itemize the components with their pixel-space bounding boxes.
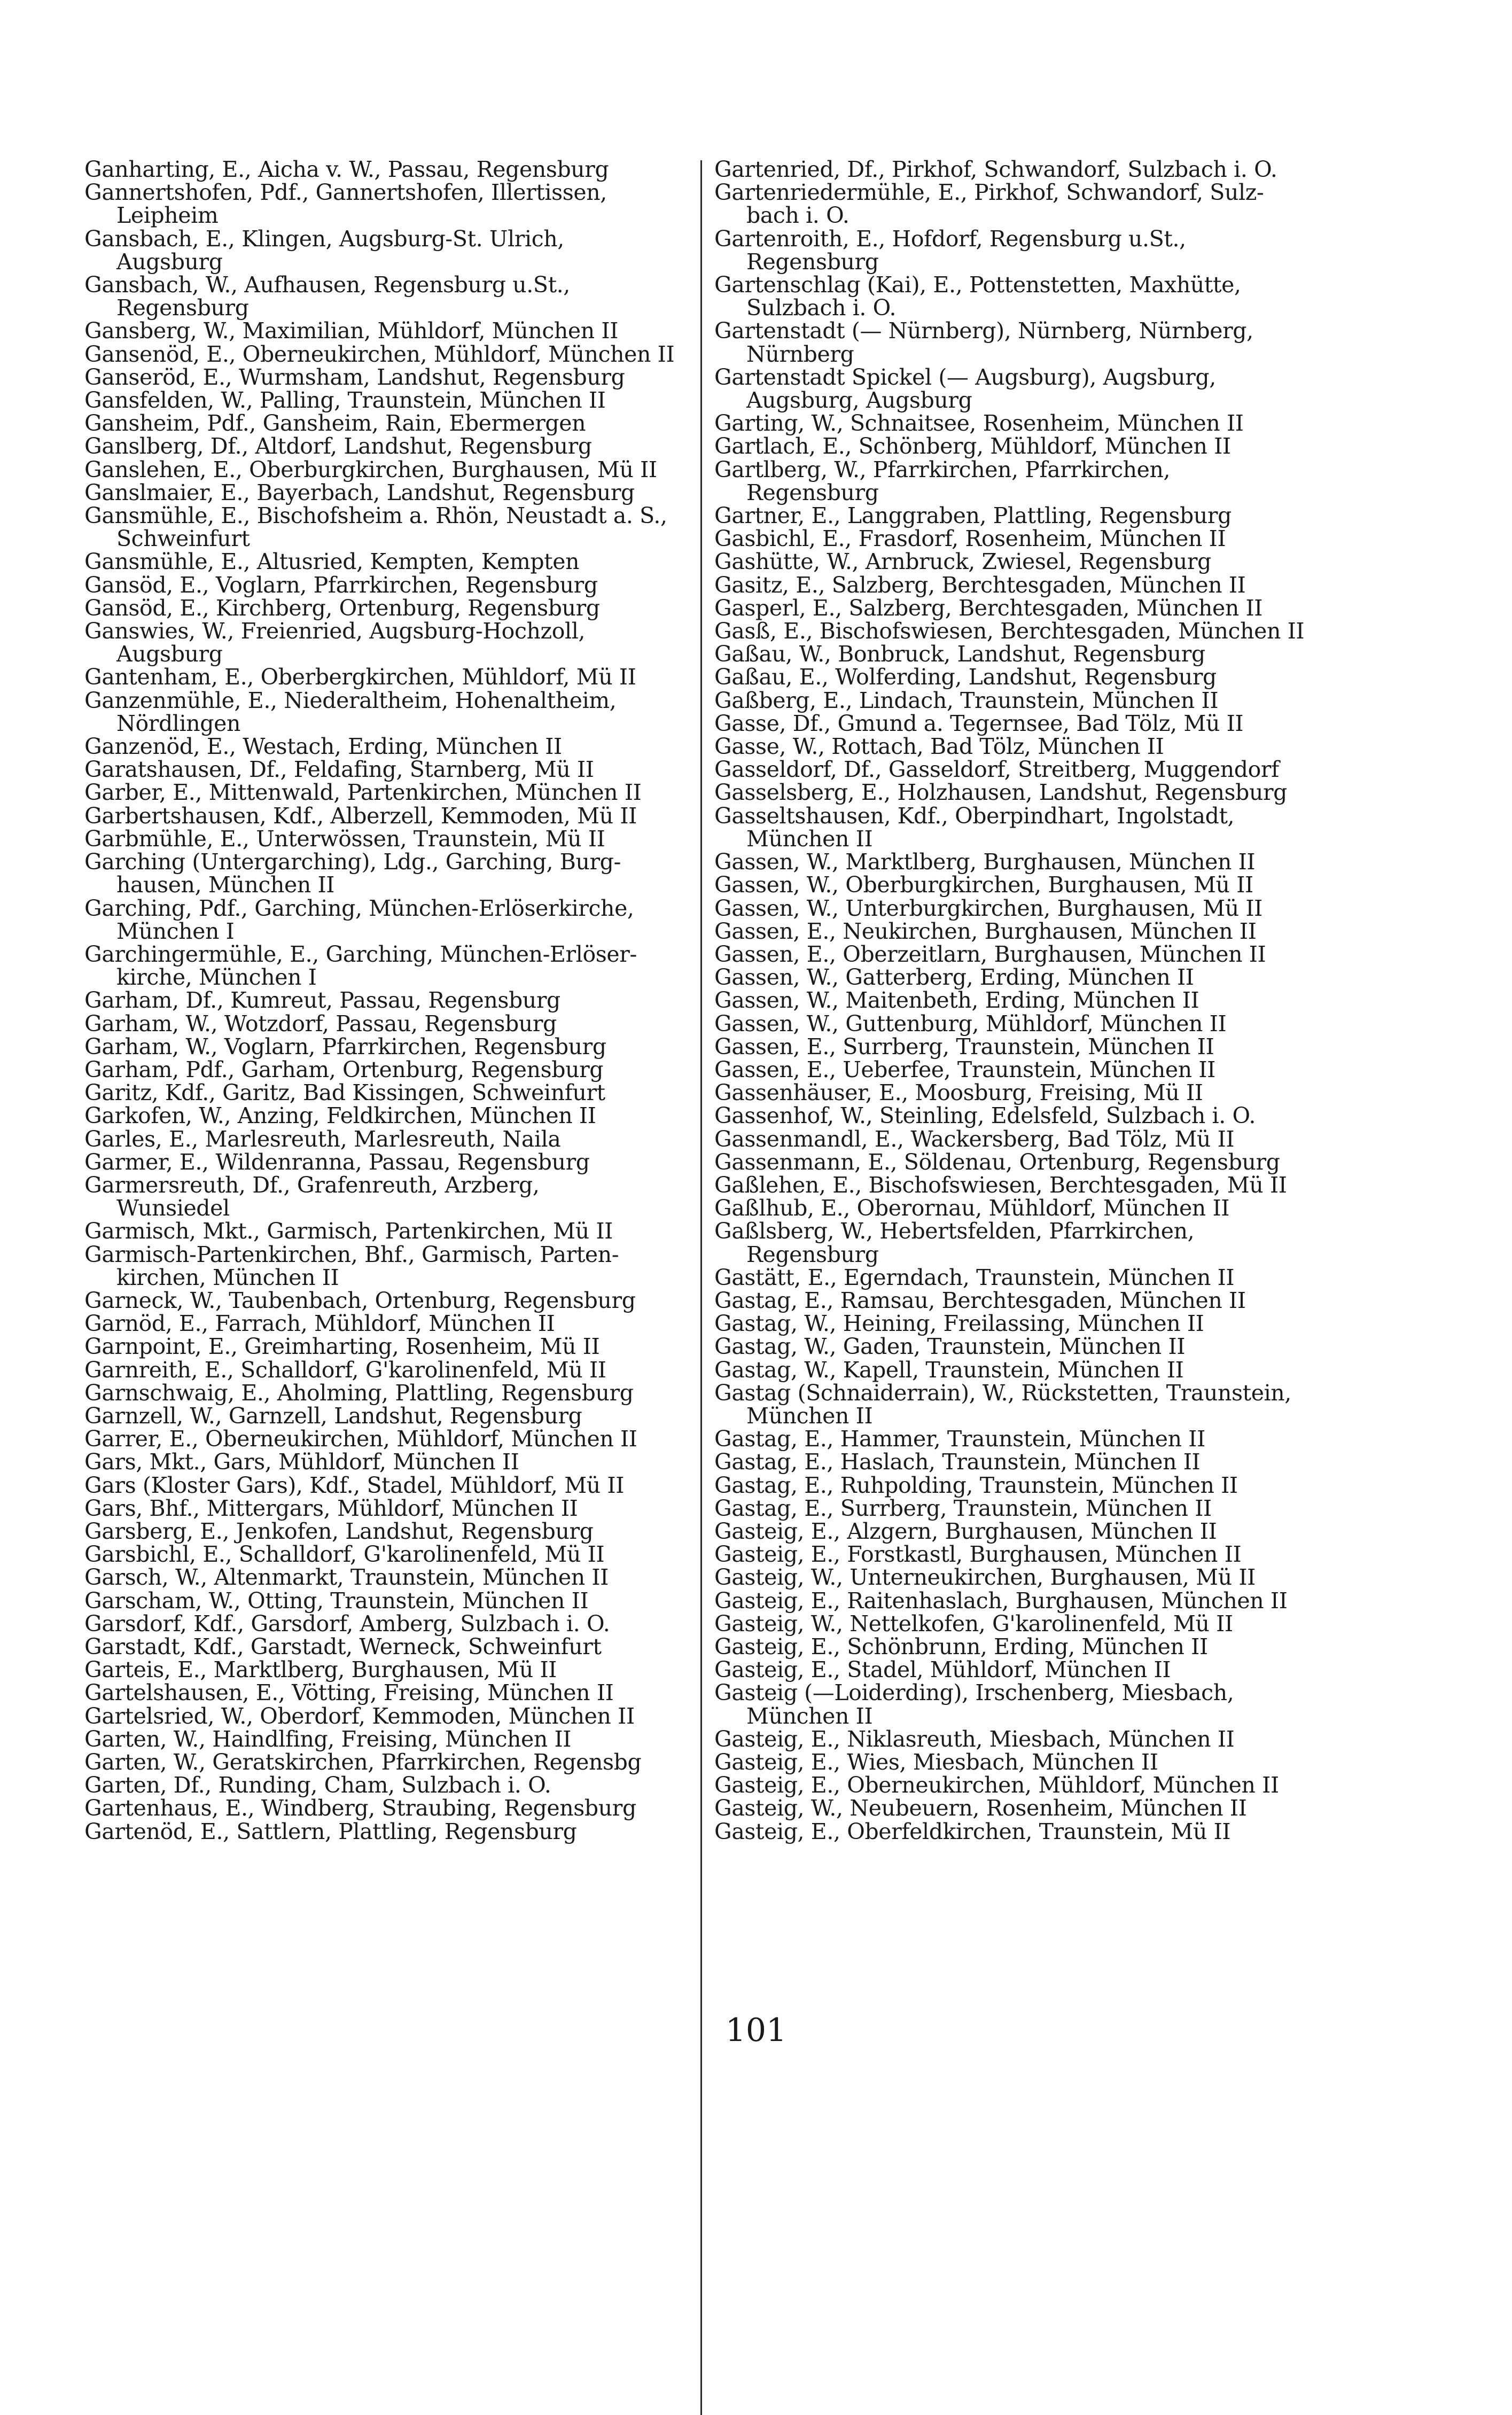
entry-line: Gartenhaus, E., Windberg, Straubing, Regensburg: [84, 1795, 636, 1821]
entry-line: Gastag, W., Gaden, Traunstein, München II: [714, 1334, 1186, 1360]
index-entry: [714, 1174, 1321, 1197]
column-divider: [700, 160, 702, 2415]
entry-line: Garmer, E., Wildenranna, Passau, Regensburg: [84, 1149, 590, 1175]
entry-continuation-line: Nürnberg: [746, 341, 854, 367]
index-entry: [84, 689, 691, 735]
entry-line: Gasseltshausen, Kdf., Oberpindhart, Ingolstadt,: [714, 803, 1235, 829]
entry-line: Garber, E., Mittenwald, Partenkirchen, München II: [84, 780, 642, 806]
entry-continuation-line: bach i. O.: [746, 202, 849, 229]
index-entry: [714, 1520, 1321, 1543]
index-entry: [84, 1820, 691, 1843]
entry-line: Gassen, W., Guttenburg, Mühldorf, München II: [714, 1010, 1227, 1037]
entry-line: Gansöd, E., Kirchberg, Ortenburg, Regensburg: [84, 595, 600, 621]
entry-continuation-line: München I: [116, 918, 235, 944]
entry-line: Gansbach, E., Klingen, Augsburg-St. Ulrich,: [84, 225, 564, 252]
index-entry: [84, 1474, 691, 1497]
entry-line: Gansmühle, E., Bischofsheim a. Rhön, Neustadt a. S.,: [84, 503, 667, 529]
entry-continuation-line: hausen, München II: [116, 872, 335, 898]
entry-line: Gansbach, W., Aufhausen, Regensburg u.St.,: [84, 272, 570, 298]
entry-line: Ganzenmühle, E., Niederaltheim, Hohenaltheim,: [84, 687, 617, 713]
entry-line: Gaßau, W., Bonbruck, Landshut, Regensburg: [714, 641, 1205, 667]
index-entry: [84, 1405, 691, 1428]
index-entry: [714, 550, 1321, 573]
entry-continuation-line: Augsburg: [116, 641, 223, 667]
index-entry: [714, 1774, 1321, 1797]
index-entry: [714, 758, 1321, 781]
index-entry: [84, 1728, 691, 1751]
entry-line: Gaßau, E., Wolferding, Landshut, Regensburg: [714, 664, 1217, 690]
entry-line: Gartelsried, W., Oberdorf, Kemmoden, München II: [84, 1703, 635, 1729]
entry-line: Garten, Df., Runding, Cham, Sulzbach i. O.: [84, 1772, 551, 1798]
index-entry: [84, 1751, 691, 1774]
entry-line: Gasteig, E., Stadel, Mühldorf, München II: [714, 1657, 1171, 1683]
entry-line: Gartenried, Df., Pirkhof, Schwandorf, Sulzbach i. O.: [714, 157, 1277, 182]
index-entry: [84, 1128, 691, 1151]
entry-line: Gartenstadt (— Nürnberg), Nürnberg, Nürnberg,: [714, 318, 1253, 344]
index-entry: [714, 735, 1321, 758]
index-entry: [714, 1635, 1321, 1658]
index-entry: [714, 1197, 1321, 1220]
entry-continuation-line: Augsburg, Augsburg: [746, 387, 972, 414]
index-entry: [84, 389, 691, 412]
entry-line: Gassen, E., Ueberfee, Traunstein, München II: [714, 1056, 1215, 1082]
entry-line: Gasitz, E., Salzberg, Berchtesgaden, München II: [714, 572, 1246, 598]
index-entry: [714, 1451, 1321, 1474]
entry-line: Ganslmaier, E., Bayerbach, Landshut, Regensburg: [84, 479, 635, 505]
index-entry: [714, 1220, 1321, 1266]
index-entry: [714, 1566, 1321, 1589]
index-entry: [714, 943, 1321, 966]
index-entry: [714, 1266, 1321, 1289]
entry-line: Gassenmann, E., Söldenau, Ortenburg, Regensburg: [714, 1149, 1280, 1175]
entry-line: Gassen, W., Unterburgkirchen, Burghausen, Mü II: [714, 895, 1262, 921]
entry-line: Gassenmandl, E., Wackersberg, Bad Tölz, Mü II: [714, 1126, 1235, 1152]
entry-line: Garten, W., Geratskirchen, Pfarrkirchen, Regensbg: [84, 1749, 642, 1775]
index-entry: [714, 712, 1321, 735]
entry-line: Garsch, W., Altenmarkt, Traunstein, München II: [84, 1564, 609, 1591]
index-entry: [714, 1497, 1321, 1520]
index-entry: [714, 504, 1321, 527]
index-entry: [84, 805, 691, 828]
entry-line: Garbertshausen, Kdf., Alberzell, Kemmoden, Mü II: [84, 803, 637, 829]
index-entry: [84, 274, 691, 320]
index-entry: [84, 1312, 691, 1335]
index-entry: [84, 1359, 691, 1382]
index-entry: [84, 1497, 691, 1520]
entry-line: Garham, Df., Kumreut, Passau, Regensburg: [84, 987, 560, 1014]
entry-line: Gastag, E., Surrberg, Traunstein, München II: [714, 1495, 1212, 1521]
entry-continuation-line: kirchen, München II: [116, 1264, 339, 1290]
entry-line: Gars (Kloster Gars), Kdf., Stadel, Mühldorf, Mü II: [84, 1472, 625, 1498]
index-entry: [84, 1335, 691, 1358]
entry-line: Gartlberg, W., Pfarrkirchen, Pfarrkirchen,: [714, 456, 1171, 482]
index-entry: [84, 181, 691, 227]
entry-line: Gassenhäuser, E., Moosburg, Freising, Mü II: [714, 1080, 1203, 1106]
entry-line: Gasbichl, E., Frasdorf, Rosenheim, München II: [714, 526, 1226, 552]
entry-line: Gasselsberg, E., Holzhausen, Landshut, Regensburg: [714, 780, 1288, 806]
entry-continuation-line: Regensburg: [746, 248, 879, 275]
index-entry: [714, 158, 1321, 181]
entry-line: Gasperl, E., Salzberg, Berchtesgaden, München II: [714, 595, 1263, 621]
entry-line: Gars, Mkt., Gars, Mühldorf, München II: [84, 1449, 519, 1475]
entry-line: Garching (Untergarching), Ldg., Garching, Burg-: [84, 849, 621, 875]
entry-line: Garscham, W., Otting, Traunstein, München II: [84, 1587, 589, 1614]
entry-line: Gastag, E., Hammer, Traunstein, München II: [714, 1426, 1205, 1452]
index-entry: [84, 1289, 691, 1312]
index-entry: [84, 366, 691, 389]
index-entry: [714, 225, 1321, 275]
index-entry: [714, 1012, 1321, 1035]
entry-continuation-line: kirche, München I: [116, 964, 317, 991]
index-entry: [84, 758, 691, 781]
entry-line: Gasteig, E., Wies, Miesbach, München II: [714, 1749, 1158, 1775]
index-entry: [84, 412, 691, 435]
entry-line: Gars, Bhf., Mittergars, Mühldorf, München II: [84, 1495, 578, 1521]
entry-line: Gassen, E., Surrberg, Traunstein, München II: [714, 1033, 1214, 1060]
entry-continuation-line: München II: [746, 825, 873, 852]
entry-line: Garnzell, W., Garnzell, Landshut, Regensburg: [84, 1403, 582, 1429]
index-entry: [714, 1359, 1321, 1382]
page-number: 101: [725, 2012, 787, 2049]
entry-line: Garchingermühle, E., Garching, München-Erlöser-: [84, 941, 637, 967]
index-entry: [714, 805, 1321, 851]
entry-line: Gassen, W., Gatterberg, Erding, München II: [714, 964, 1194, 991]
entry-line: Gaßlhub, E., Oberornau, Mühldorf, München II: [714, 1195, 1230, 1221]
index-entry: [714, 1289, 1321, 1312]
entry-continuation-line: Nördlingen: [116, 710, 240, 736]
index-entry: [714, 874, 1321, 897]
index-entry: [84, 1151, 691, 1174]
entry-line: Gaßberg, E., Lindach, Traunstein, München II: [714, 687, 1219, 713]
entry-line: Gastag, E., Ruhpolding, Traunstein, München II: [714, 1472, 1238, 1498]
index-entry: [714, 366, 1321, 412]
entry-line: Garsdorf, Kdf., Garsdorf, Amberg, Sulzbach i. O.: [84, 1610, 610, 1637]
entry-line: Gasteig, E., Niklasreuth, Miesbach, München II: [714, 1726, 1235, 1752]
entry-continuation-line: Wunsiedel: [116, 1195, 230, 1221]
index-entry: [714, 1382, 1321, 1428]
index-entry: [714, 1151, 1321, 1174]
entry-line: Ganharting, E., Aicha v. W., Passau, Regensburg: [84, 157, 609, 182]
entry-line: Gartenöd, E., Sattlern, Plattling, Regensburg: [84, 1818, 577, 1844]
index-entry: [84, 666, 691, 689]
entry-line: Garsbichl, E., Schalldorf, G'karolinenfeld, Mü II: [84, 1541, 605, 1568]
index-entry: [84, 1382, 691, 1405]
entry-continuation-line: Regensburg: [746, 1241, 879, 1267]
entry-line: Gassen, E., Neukirchen, Burghausen, München II: [714, 918, 1257, 944]
entry-line: Gassen, W., Marktlberg, Burghausen, München II: [714, 849, 1256, 875]
entry-line: Gannertshofen, Pdf., Gannertshofen, Illertissen,: [84, 180, 607, 206]
index-entry: [84, 158, 691, 181]
index-entry: [714, 1128, 1321, 1151]
index-entry: [84, 1035, 691, 1058]
entry-line: Gasteig, W., Unterneukirchen, Burghausen, Mü II: [714, 1564, 1256, 1591]
index-entry: [714, 412, 1321, 435]
entry-line: Garatshausen, Df., Feldafing, Starnberg, Mü II: [84, 757, 594, 783]
index-entry: [84, 225, 691, 275]
entry-line: Ganseröd, E., Wurmsham, Landshut, Regensburg: [84, 364, 625, 390]
entry-line: Gansberg, W., Maximilian, Mühldorf, München II: [84, 318, 618, 344]
index-entry: [84, 620, 691, 666]
entry-continuation-line: München II: [746, 1703, 873, 1729]
entry-line: Gastätt, E., Egerndach, Traunstein, München II: [714, 1264, 1235, 1290]
index-entry: [714, 181, 1321, 227]
entry-continuation-line: Regensburg: [116, 295, 249, 321]
entry-line: Garmisch-Partenkirchen, Bhf., Garmisch, Parten-: [84, 1241, 619, 1267]
index-entry: [714, 666, 1321, 689]
entry-line: Ganzenöd, E., Westach, Erding, München II: [84, 734, 562, 760]
entry-line: Gasteig, E., Schönbrunn, Erding, München II: [714, 1634, 1208, 1660]
entry-line: Gaßlsberg, W., Hebertsfelden, Pfarrkirchen,: [714, 1218, 1195, 1244]
entry-line: Garrer, E., Oberneukirchen, Mühldorf, München II: [84, 1426, 637, 1452]
index-entry: [84, 1566, 691, 1589]
entry-line: Gasteig, E., Raitenhaslach, Burghausen, München II: [714, 1587, 1288, 1614]
entry-continuation-line: Augsburg: [116, 248, 223, 275]
entry-line: Gasteig, E., Oberneukirchen, Mühldorf, München II: [714, 1772, 1279, 1798]
index-entry: [84, 1174, 691, 1220]
entry-line: Garnöd, E., Farrach, Mühldorf, München II: [84, 1311, 555, 1337]
index-entry: [714, 1728, 1321, 1751]
index-entry: [714, 643, 1321, 666]
entry-line: Garham, Pdf., Garham, Ortenburg, Regensburg: [84, 1056, 604, 1082]
entry-continuation-line: Sulzbach i. O.: [746, 295, 897, 321]
index-entry: [84, 1774, 691, 1797]
index-entry: [84, 504, 691, 550]
index-entry: [84, 781, 691, 804]
index-entry: [714, 1104, 1321, 1127]
index-entry: [714, 989, 1321, 1012]
entry-line: Gasteig, W., Nettelkofen, G'karolinenfeld, Mü II: [714, 1610, 1233, 1637]
index-entry: [84, 1635, 691, 1658]
index-entry: [84, 1587, 691, 1614]
entry-line: Gartenstadt Spickel (— Augsburg), Augsburg,: [714, 364, 1216, 390]
entry-line: Gasseldorf, Df., Gasseldorf, Streitberg, Muggendorf: [714, 757, 1279, 783]
entry-continuation-line: Schweinfurt: [116, 526, 250, 552]
index-entry: [714, 320, 1321, 365]
index-entry: [714, 1820, 1321, 1843]
entry-line: Gartenriedermühle, E., Pirkhof, Schwandorf, Sulz-: [714, 180, 1264, 206]
entry-line: Garsberg, E., Jenkofen, Landshut, Regensburg: [84, 1518, 594, 1544]
entry-line: Gastag, E., Haslach, Traunstein, München II: [714, 1449, 1201, 1475]
entry-line: Gansöd, E., Voglarn, Pfarrkirchen, Regensburg: [84, 572, 598, 598]
index-entry: [714, 1035, 1321, 1058]
index-entry: [84, 1543, 691, 1566]
index-entry: [714, 920, 1321, 943]
index-entry: [84, 1681, 691, 1704]
entry-line: Gastag, W., Heining, Freilassing, München II: [714, 1311, 1204, 1337]
index-entry: [714, 1081, 1321, 1104]
index-entry: [714, 458, 1321, 504]
entry-line: Gassen, W., Maitenbeth, Erding, München II: [714, 987, 1199, 1014]
index-entry: [714, 597, 1321, 620]
entry-line: Garitz, Kdf., Garitz, Bad Kissingen, Schweinfurt: [84, 1080, 605, 1106]
entry-line: Gartner, E., Langgraben, Plattling, Regensburg: [714, 503, 1232, 529]
index-entry: [714, 1312, 1321, 1335]
index-entry: [84, 1104, 691, 1127]
entry-line: Gashütte, W., Arnbruck, Zwiesel, Regensburg: [714, 549, 1211, 575]
entry-line: Gartenschlag (Kai), E., Pottenstetten, Maxhütte,: [714, 272, 1241, 298]
entry-line: Gasteig, W., Neubeuern, Rosenheim, München II: [714, 1795, 1247, 1821]
entry-line: Gastag, E., Ramsau, Berchtesgaden, München II: [714, 1287, 1246, 1313]
index-entry: [714, 897, 1321, 920]
entry-line: Gaßlehen, E., Bischofswiesen, Berchtesgaden, Mü II: [714, 1172, 1287, 1198]
left-column: [84, 158, 691, 1843]
index-entry: [84, 1220, 691, 1243]
index-entry: [84, 343, 691, 366]
index-entry: [714, 781, 1321, 804]
entry-line: Gartlach, E., Schönberg, Mühldorf, München II: [714, 433, 1231, 459]
index-entry: [84, 1797, 691, 1820]
index-entry: [714, 1428, 1321, 1451]
entry-line: Gassenhof, W., Steinling, Edelsfeld, Sulzbach i. O.: [714, 1103, 1256, 1129]
entry-line: Garles, E., Marlesreuth, Marlesreuth, Naila: [84, 1126, 561, 1152]
entry-line: Garnschwaig, E., Aholming, Plattling, Regensburg: [84, 1380, 634, 1406]
index-entry: [84, 1058, 691, 1081]
index-entry: [714, 1681, 1321, 1727]
index-entry: [84, 320, 691, 342]
entry-line: Gasß, E., Bischofswiesen, Berchtesgaden, München II: [714, 618, 1305, 644]
index-entry: [84, 825, 691, 852]
index-entry: [84, 851, 691, 897]
right-column: [714, 158, 1321, 1843]
index-entry: [84, 458, 691, 481]
index-entry: [84, 597, 691, 620]
entry-line: Gasse, W., Rottach, Bad Tölz, München II: [714, 734, 1164, 760]
entry-line: Gassen, W., Oberburgkirchen, Burghausen, Mü II: [714, 872, 1253, 898]
entry-line: Garnreith, E., Schalldorf, G'karolinenfeld, Mü II: [84, 1357, 606, 1383]
entry-continuation-line: Regensburg: [746, 479, 879, 505]
entry-line: Gasteig, E., Alzgern, Burghausen, München II: [714, 1518, 1217, 1544]
index-entry: [714, 1474, 1321, 1497]
index-entry: [84, 943, 691, 989]
index-entry: [714, 1543, 1321, 1566]
entry-continuation-line: Leipheim: [116, 202, 219, 229]
entry-line: Gansfelden, W., Palling, Traunstein, München II: [84, 387, 606, 414]
index-entry: [84, 435, 691, 458]
entry-line: Gartenroith, E., Hofdorf, Regensburg u.St.,: [714, 225, 1186, 252]
index-entry: [84, 1612, 691, 1635]
entry-line: Gansheim, Pdf., Gansheim, Rain, Ebermergen: [84, 410, 586, 437]
index-entry: [84, 1451, 691, 1474]
entry-line: Garkofen, W., Anzing, Feldkirchen, München II: [84, 1103, 596, 1129]
index-entry: [714, 1797, 1321, 1820]
index-entry: [714, 1058, 1321, 1081]
index-entry: [84, 481, 691, 504]
index-entry: [84, 1081, 691, 1104]
entry-line: Garting, W., Schnaitsee, Rosenheim, München II: [714, 410, 1244, 437]
entry-line: Gansmühle, E., Altusried, Kempten, Kempten: [84, 549, 580, 575]
index-entry: [714, 689, 1321, 712]
entry-line: Garteis, E., Marktlberg, Burghausen, Mü II: [84, 1657, 557, 1683]
entry-line: Garstadt, Kdf., Garstadt, Werneck, Schweinfurt: [84, 1634, 602, 1660]
entry-line: Garching, Pdf., Garching, München-Erlöserkirche,: [84, 895, 634, 921]
entry-line: Garham, W., Voglarn, Pfarrkirchen, Regensburg: [84, 1033, 606, 1060]
entry-line: Gasteig, E., Forstkastl, Burghausen, München II: [714, 1541, 1242, 1568]
entry-line: Gastag, W., Kapell, Traunstein, München II: [714, 1357, 1184, 1383]
index-entry: [714, 966, 1321, 989]
index-entry: [84, 1658, 691, 1681]
entry-line: Gansenöd, E., Oberneukirchen, Mühldorf, München II: [84, 341, 675, 367]
entry-continuation-line: München II: [746, 1403, 873, 1429]
entry-line: Garmisch, Mkt., Garmisch, Partenkirchen, Mü II: [84, 1218, 613, 1244]
entry-line: Ganslehen, E., Oberburgkirchen, Burghausen, Mü II: [84, 456, 657, 482]
entry-line: Garten, W., Haindlfing, Freising, München II: [84, 1726, 572, 1752]
entry-line: Garham, W., Wotzdorf, Passau, Regensburg: [84, 1010, 557, 1037]
entry-line: Gantenham, E., Oberbergkirchen, Mühldorf, Mü II: [84, 664, 636, 690]
index-entry: [714, 274, 1321, 320]
entry-line: Garmersreuth, Df., Grafenreuth, Arzberg,: [84, 1172, 540, 1198]
entry-line: Garbmühle, E., Unterwössen, Traunstein, Mü II: [84, 825, 605, 852]
index-entry: [84, 1012, 691, 1035]
entry-line: Garnpoint, E., Greimharting, Rosenheim, Mü II: [84, 1334, 600, 1360]
entry-line: Gasse, Df., Gmund a. Tegernsee, Bad Tölz, Mü II: [714, 710, 1244, 736]
index-entry: [714, 435, 1321, 458]
entry-line: Gastag (Schnaiderrain), W., Rückstetten, Traunstein,: [714, 1380, 1291, 1406]
index-entry: [84, 989, 691, 1012]
entry-line: Gassen, E., Oberzeitlarn, Burghausen, München II: [714, 941, 1266, 967]
index-entry: [714, 1612, 1321, 1635]
index-entry: [84, 574, 691, 597]
index-entry: [714, 1335, 1321, 1358]
index-entry: [714, 574, 1321, 597]
index-entry: [714, 1751, 1321, 1774]
entry-line: Gasteig, E., Oberfeldkirchen, Traunstein, Mü II: [714, 1818, 1231, 1844]
index-entry: [84, 550, 691, 573]
index-entry: [84, 1243, 691, 1289]
index-entry: [84, 1428, 691, 1451]
index-entry: [84, 735, 691, 758]
entry-line: Ganswies, W., Freienried, Augsburg-Hochzoll,: [84, 618, 586, 644]
entry-line: Garneck, W., Taubenbach, Ortenburg, Regensburg: [84, 1287, 636, 1313]
index-entry: [714, 527, 1321, 550]
index-entry: [714, 1658, 1321, 1681]
entry-line: Gasteig (—Loiderding), Irschenberg, Miesbach,: [714, 1680, 1234, 1706]
index-entry: [84, 897, 691, 943]
index-entry: [714, 620, 1321, 643]
entry-line: Gartelshausen, E., Vötting, Freising, München II: [84, 1680, 614, 1706]
index-entry: [84, 1705, 691, 1728]
index-entry: [714, 851, 1321, 874]
index-entry: [714, 1587, 1321, 1614]
index-entry: [84, 1520, 691, 1543]
entry-line: Ganslberg, Df., Altdorf, Landshut, Regensburg: [84, 433, 592, 459]
